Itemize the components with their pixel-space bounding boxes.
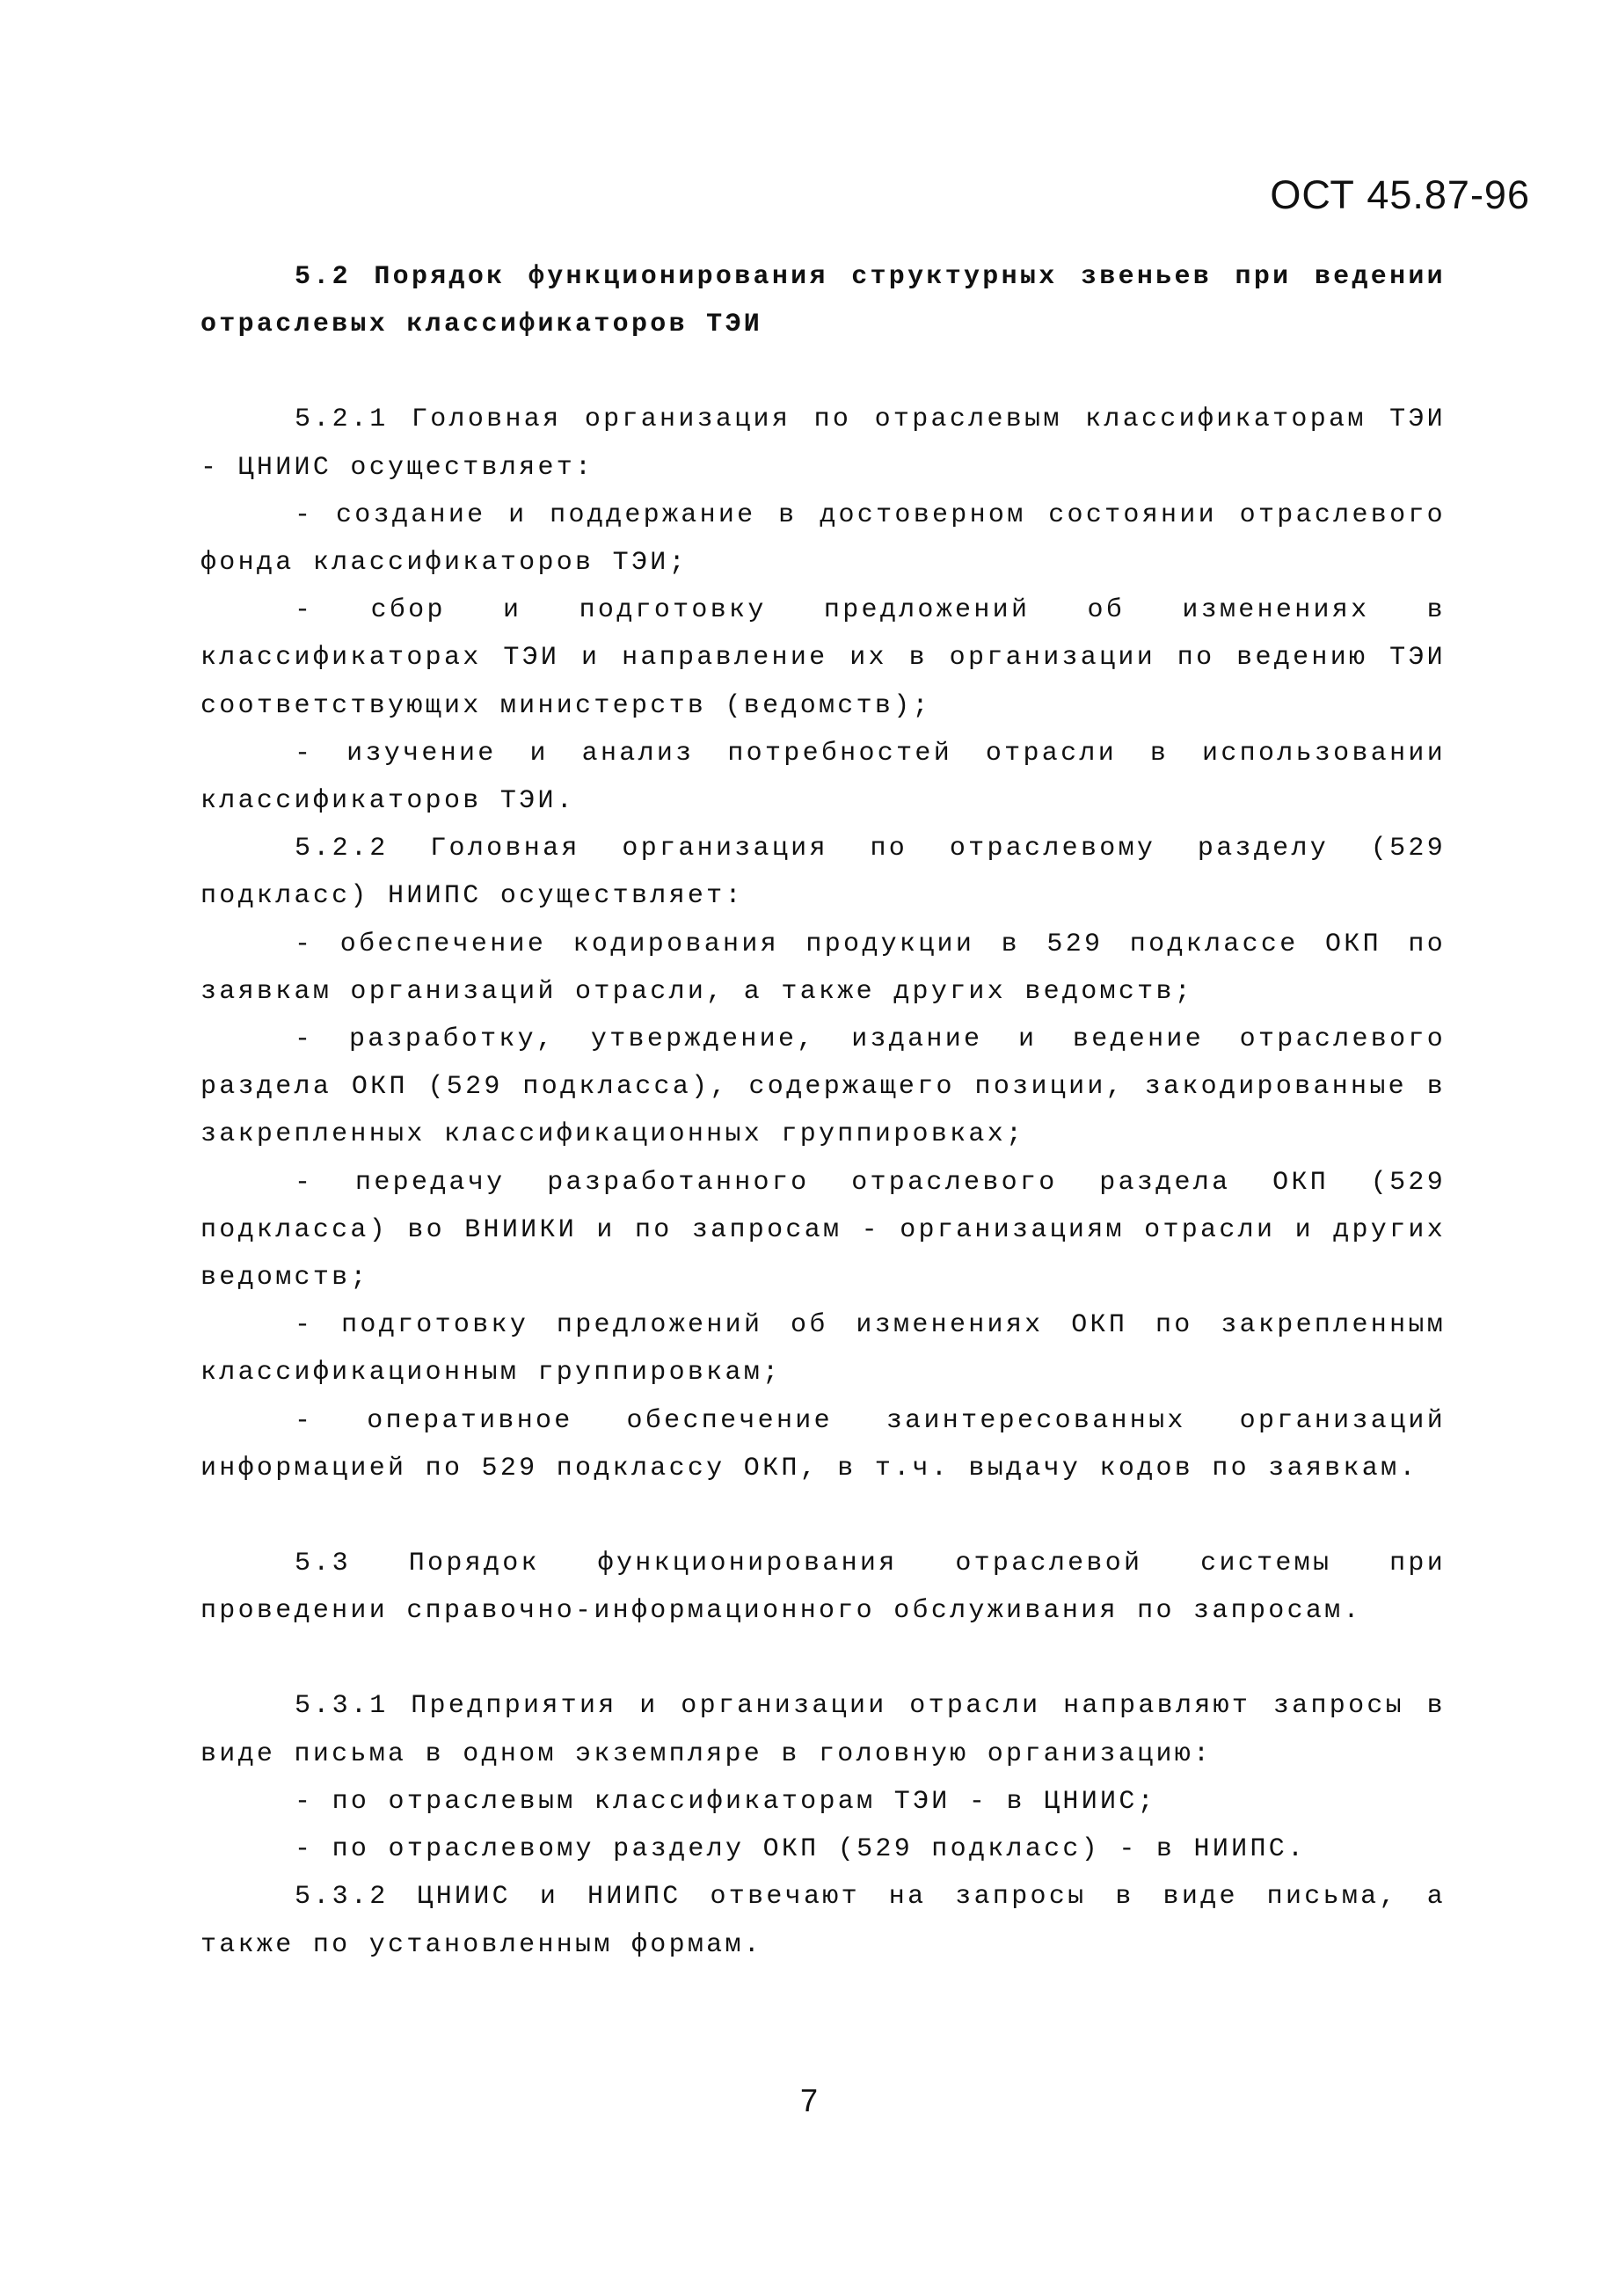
list-item: - передачу разработанного отраслевого раздела ОКП (529 подкласса) во ВНИИКИ и по запросам - организациям отрасли и других ведомств; [200, 1167, 1446, 1294]
list-item: - по отраслевому разделу ОКП (529 подкласс) - в НИИПС. [295, 1834, 1307, 1865]
list-item: - обеспечение кодирования продукции в 529 подклассе ОКП по заявкам организаций отрасли, а также других ведомств; [200, 929, 1446, 1007]
spacer [200, 1492, 1446, 1540]
document-body [200, 253, 1446, 1969]
section-5-2-title: 5.2 Порядок функционирования структурных звеньев при ведении отраслевых классификаторов ТЭИ [200, 262, 1446, 340]
paragraph-5-2-1: 5.2.1 Головная организация по отраслевым классификаторам ТЭИ - ЦНИИС осуществляет: [200, 405, 1446, 483]
spacer [200, 348, 1446, 396]
list-item: - разработку, утверждение, издание и ведение отраслевого раздела ОКП (529 подкласса), содержащего позиции, закодированные в закрепленных классификационных группировках; [200, 1024, 1446, 1150]
paragraph-5-3-2: 5.3.2 ЦНИИС и НИИПС отвечают на запросы в виде письма, а также по установленным формам. [200, 1882, 1446, 1960]
page-number: 7 [799, 2082, 819, 2118]
list-item: - сбор и подготовку предложений об изменениях в классификаторах ТЭИ и направление их в организации по ведению ТЭИ соответствующих министерств (ведомств); [200, 595, 1446, 721]
list-item: - по отраслевым классификаторам ТЭИ - в ЦНИИС; [295, 1786, 1156, 1817]
list-item: - создание и поддержание в достоверном состоянии отраслевого фонда классификаторов ТЭИ; [200, 499, 1446, 579]
document-code: ОСТ 45.87-96 [1270, 172, 1530, 217]
spacer [200, 1635, 1446, 1682]
list-item: - изучение и анализ потребностей отрасли в использовании классификаторов ТЭИ. [200, 738, 1446, 817]
paragraph-5-3-1: 5.3.1 Предприятия и организации отрасли направляют запросы в виде письма в одном экземпляре в головную организацию: [200, 1691, 1446, 1769]
paragraph-5-2-2: 5.2.2 Головная организация по отраслевому разделу (529 подкласс) НИИПС осуществляет: [200, 834, 1446, 912]
list-item: - подготовку предложений об изменениях ОКП по закрепленным классификационным группировкам; [200, 1310, 1446, 1389]
section-5-3-title: 5.3 Порядок функционирования отраслевой системы при проведении справочно-информационного обслуживания по запросам. [200, 1549, 1446, 1627]
list-item: - оперативное обеспечение заинтересованных организаций информацией по 529 подклассу ОКП, в т.ч. выдачу кодов по заявкам. [200, 1405, 1446, 1483]
